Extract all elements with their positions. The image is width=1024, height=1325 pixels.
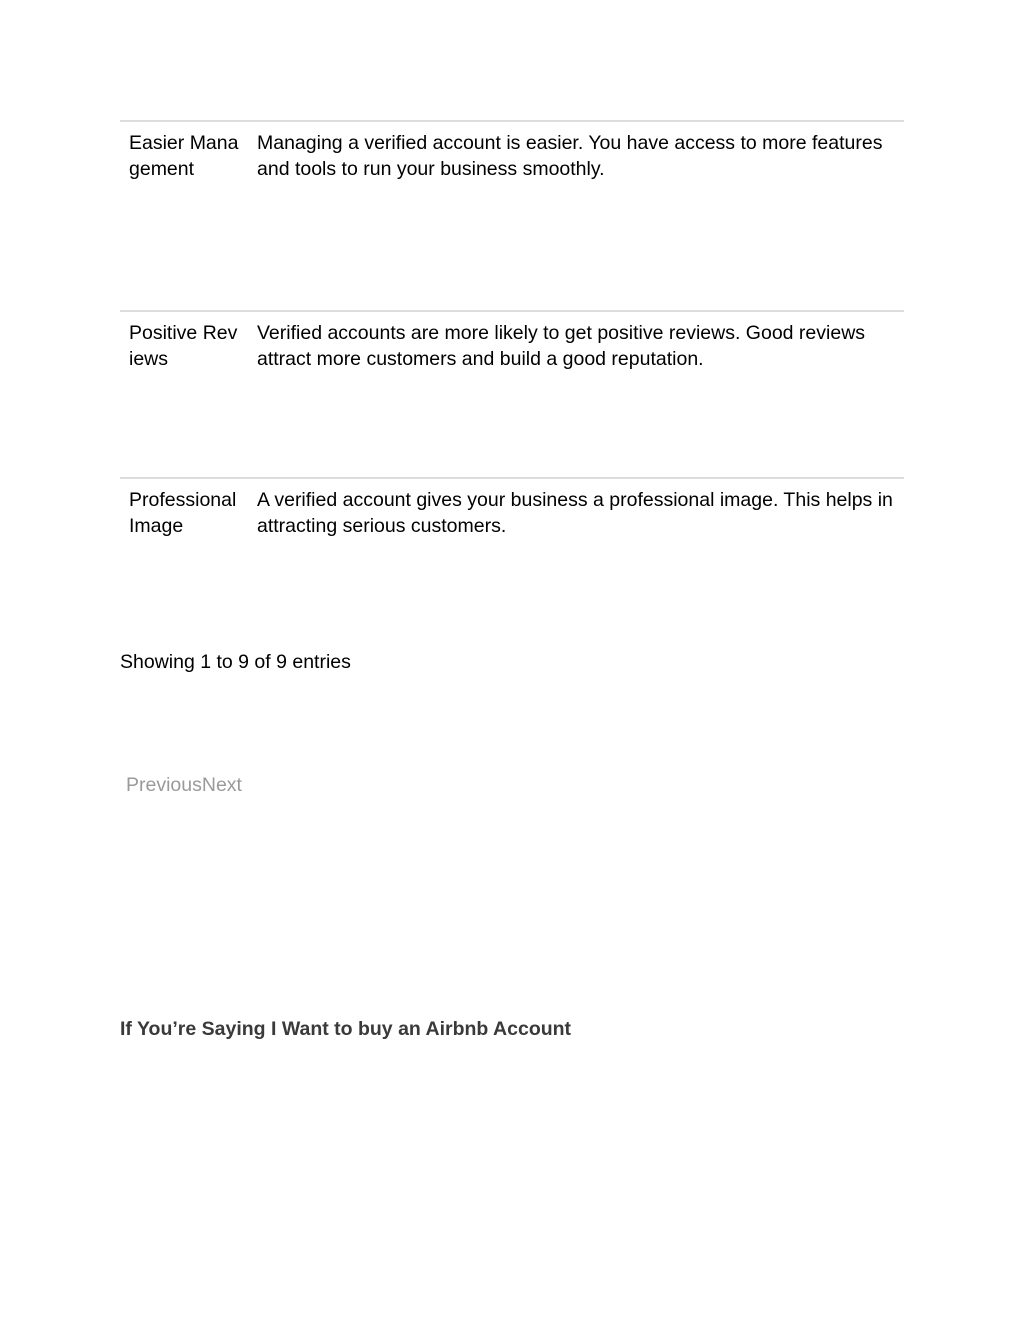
previous-page-button[interactable]: Previous xyxy=(126,774,202,796)
table-entries-info: Showing 1 to 9 of 9 entries xyxy=(120,651,351,673)
benefit-label: Positive Reviews xyxy=(129,322,238,370)
benefit-description: A verified account gives your business a professional image. This helps in attracting serious customers. xyxy=(257,489,893,537)
benefits-table xyxy=(120,120,904,627)
section-heading: If You’re Saying I Want to buy an Airbnb Account xyxy=(120,1018,572,1040)
benefit-description: Managing a verified account is easier. You have access to more features and tools to run your business smoothly. xyxy=(257,132,883,180)
table-row xyxy=(120,310,904,477)
table-row xyxy=(120,477,904,627)
benefit-label: Professional Image xyxy=(129,489,237,537)
pagination xyxy=(126,773,242,798)
next-page-button[interactable]: Next xyxy=(201,774,242,796)
benefit-label: Easier Management xyxy=(129,132,239,180)
table-row xyxy=(120,120,904,310)
benefit-description: Verified accounts are more likely to get positive reviews. Good reviews attract more customers and build a good reputation. xyxy=(257,322,866,370)
